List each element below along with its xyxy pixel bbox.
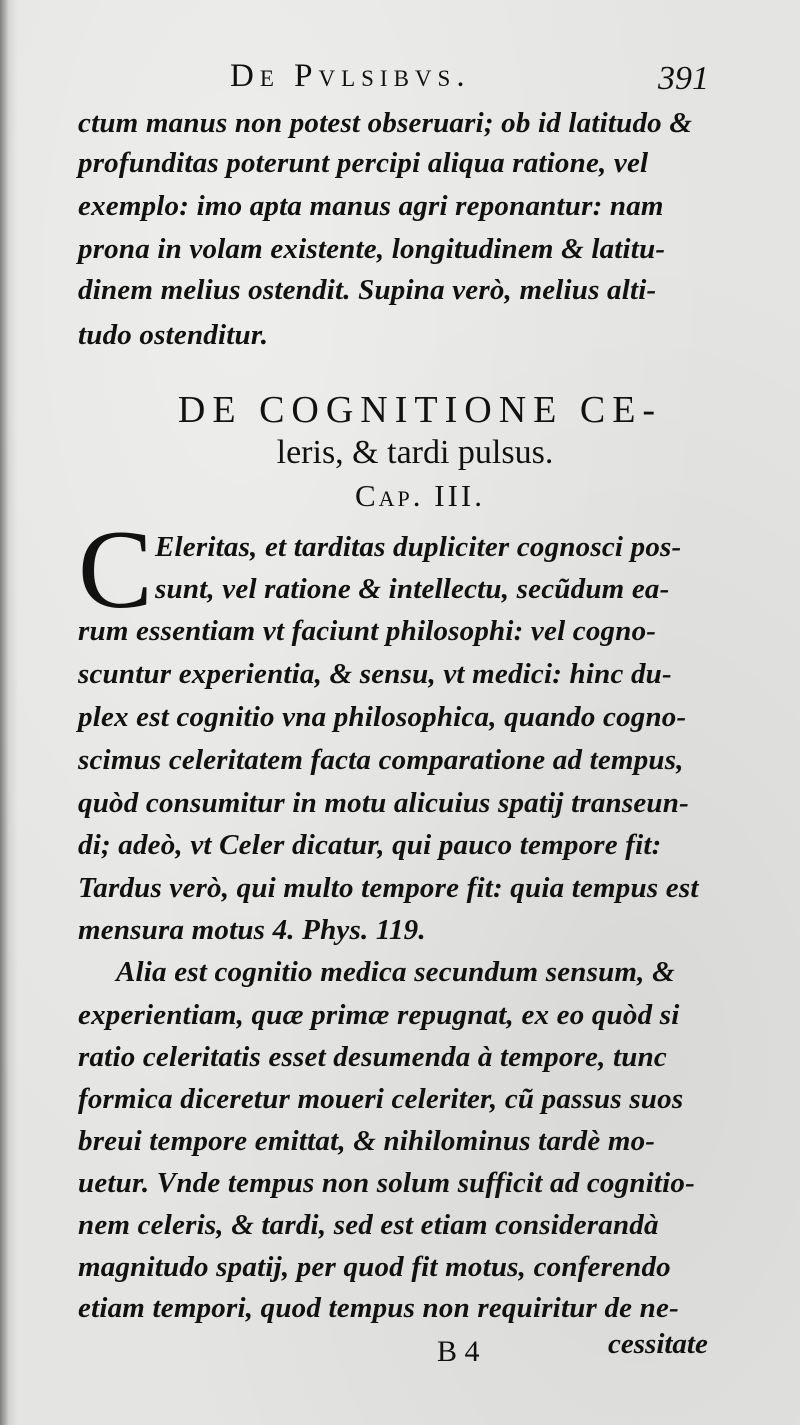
text-line: scuntur experientia, & sensu, vt medici: hinc du- — [78, 658, 672, 690]
text-line: rum essentiam vt faciunt philosophi: vel cogno- — [78, 615, 657, 647]
text-line: di; adeò, vt Celer dicatur, qui pauco tempore fit: — [78, 829, 662, 861]
text-line: Alia est cognitio medica secundum sensum, & — [116, 956, 675, 988]
text-line: experientiam, quæ primæ repugnat, ex eo quòd si — [78, 999, 680, 1031]
signature-mark: B 4 — [437, 1335, 480, 1368]
text-line: exemplo: imo apta manus agri reponantur: nam — [78, 190, 664, 222]
text-line: mensura motus 4. Phys. 119. — [78, 914, 426, 946]
text-line: tudo ostenditur. — [78, 319, 269, 351]
catchword: cessitate — [608, 1328, 708, 1360]
text-line: breui tempore emittat, & nihilominus tardè mo- — [78, 1125, 656, 1157]
text-line: Eleritas, et tarditas dupliciter cognosci pos- — [155, 531, 682, 563]
chapter-number: Cap. III. — [354, 478, 486, 513]
page-number: 391 — [658, 60, 709, 97]
chapter-heading-subtitle: leris, & tardi pulsus. — [276, 434, 554, 471]
text-line: dinem melius ostendit. Supina verò, melius alti- — [78, 274, 657, 306]
text-line: magnitudo spatij, per quod fit motus, conferendo — [78, 1251, 671, 1283]
text-line: ctum manus non potest obseruari; ob id latitudo & — [78, 107, 693, 139]
text-line: plex est cognitio vna philosophica, quando cogno- — [78, 701, 687, 733]
text-line: etiam tempori, quod tempus non requiritur de ne- — [78, 1292, 679, 1324]
text-line: quòd consumitur in motu alicuius spatij transeun- — [78, 787, 689, 819]
text-line: scimus celeritatem facta comparatione ad tempus, — [78, 744, 684, 776]
text-line: prona in volam existente, longitudinem & latitu- — [78, 233, 666, 265]
text-line: profunditas poterunt percipi aliqua ratione, vel — [78, 147, 649, 179]
text-line: formica diceretur moueri celeriter, cũ passus suos — [78, 1083, 684, 1115]
running-head-title: De Pvlsibvs. — [230, 58, 471, 94]
text-line: sunt, vel ratione & intellectu, secũdum ea- — [155, 573, 670, 605]
drop-cap-initial: C — [78, 508, 153, 632]
text-line: uetur. Vnde tempus non solum sufficit ad cognitio- — [78, 1167, 695, 1199]
text-line: ratio celeritatis esset desumenda à tempore, tunc — [78, 1041, 667, 1073]
text-line: nem celeris, & tardi, sed est etiam considerandà — [78, 1209, 659, 1241]
chapter-heading: DE COGNITIONE CE- — [177, 389, 663, 431]
text-line: Tardus verò, qui multo tempore fit: quia tempus est — [78, 872, 699, 904]
